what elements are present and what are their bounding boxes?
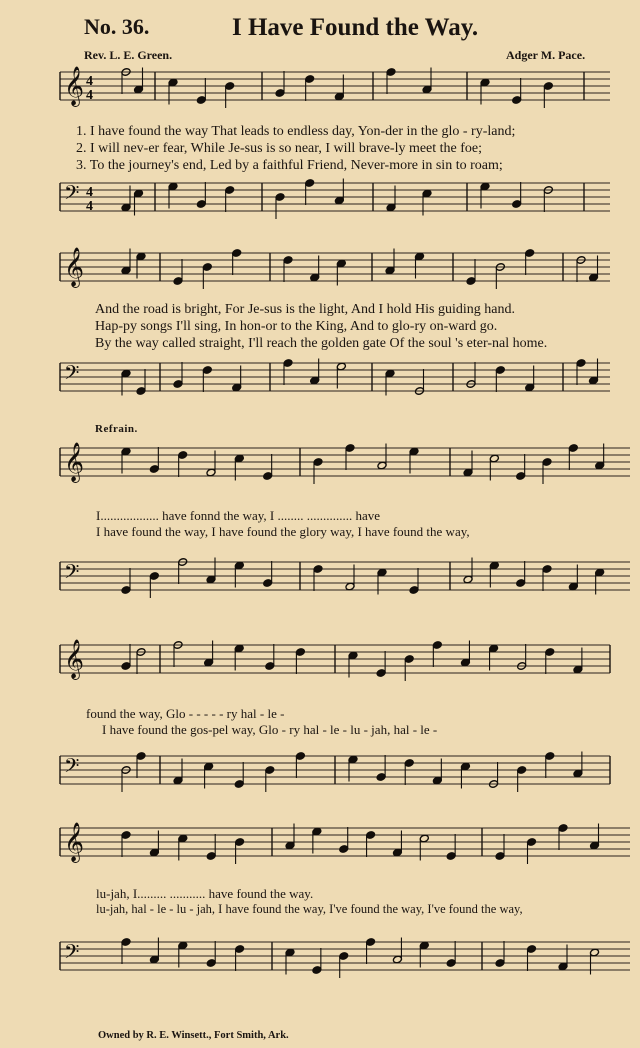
time-signature-bottom: 4 bbox=[86, 88, 93, 103]
time-signature-top: 4 bbox=[86, 74, 93, 89]
verse-3-line-1: 3. To the journey's end, Led by a faithful Friend, Never-more in sin to roam; bbox=[76, 158, 503, 173]
bass-clef: 𝄢 bbox=[64, 754, 80, 782]
time-signature-bottom: 4 bbox=[86, 199, 93, 214]
author-credit: Rev. L. E. Green. bbox=[84, 48, 173, 62]
verse-2-line-1: 2. I will nev-er fear, While Je-sus is so near, I will brave-ly meet the foe; bbox=[76, 141, 483, 156]
treble-clef: 𝄞 bbox=[64, 442, 85, 482]
refrain-line-3-upper: lu-jah, I......... ........... have found the way. bbox=[96, 886, 314, 901]
refrain-line-1-lower: I have found the way, I have found the glory way, I have found the way, bbox=[96, 524, 470, 539]
refrain-line-1-upper: I.................. have fonnd the way, I ........ .............. have bbox=[96, 508, 381, 523]
treble-clef: 𝄞 bbox=[64, 822, 85, 862]
bass-clef: 𝄢 bbox=[64, 940, 80, 968]
verse-2-line-2: Hap-py songs I'll sing, In hon-or to the King, And to glo-ry on-ward go. bbox=[95, 319, 498, 334]
treble-clef: 𝄞 bbox=[64, 639, 85, 679]
refrain-line-2-lower: I have found the gos-pel way, Glo - ry hal - le - lu - jah, hal - le - bbox=[102, 722, 438, 737]
verse-1-line-1: 1. I have found the way That leads to endless day, Yon-der in the glo - ry-land; bbox=[76, 124, 516, 139]
refrain-line-2-upper: found the way, Glo - - - - - ry hal - le - bbox=[86, 706, 285, 721]
treble-clef: 𝄞 bbox=[64, 247, 85, 287]
treble-clef: 𝄞 bbox=[64, 66, 85, 106]
hymn-number: No. 36. bbox=[84, 14, 150, 39]
hymn-title: I Have Found the Way. bbox=[232, 14, 479, 41]
verse-1-line-2: And the road is bright, For Je-sus is the light, And I hold His guiding hand. bbox=[95, 302, 515, 317]
bass-clef: 𝄢 bbox=[64, 560, 80, 588]
refrain-label: Refrain. bbox=[95, 423, 138, 435]
footer-credit: Owned by R. E. Winsett., Fort Smith, Ark. bbox=[98, 1030, 289, 1041]
verse-3-line-2: By the way called straight, I'll reach the golden gate Of the soul 's eter-nal home. bbox=[95, 336, 548, 351]
bass-clef: 𝄢 bbox=[64, 361, 80, 389]
refrain-line-3-lower: lu-jah, hal - le - lu - jah, I have found the way, I've found the way, I've found the way, bbox=[96, 902, 523, 916]
time-signature-top: 4 bbox=[86, 185, 93, 200]
composer-credit: Adger M. Pace. bbox=[506, 48, 586, 62]
bass-clef: 𝄢 bbox=[64, 181, 80, 209]
